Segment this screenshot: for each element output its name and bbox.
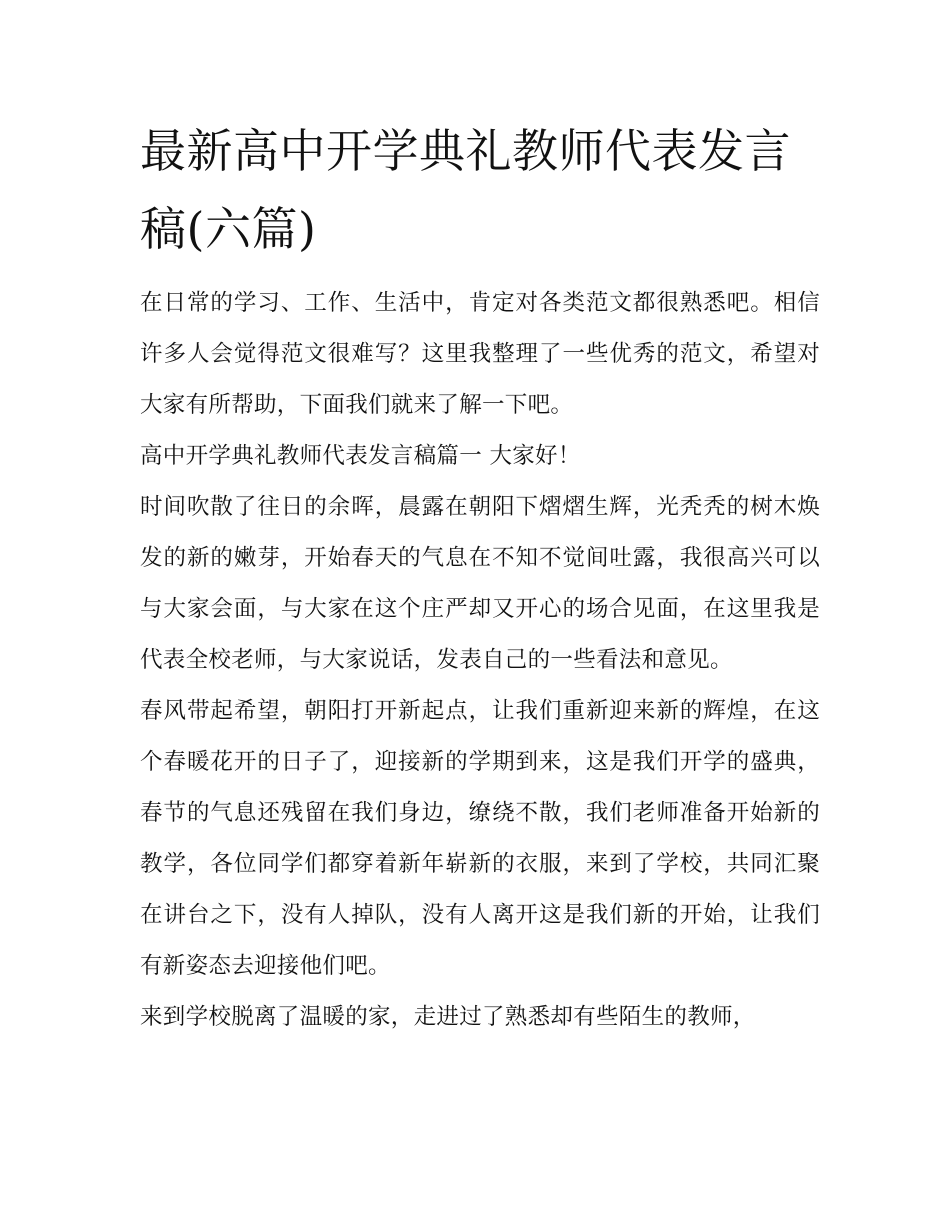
paragraph-body-3: 来到学校脱离了温暖的家，走进过了熟悉却有些陌生的教师， [140,1004,756,1030]
paragraph-body-2: 春风带起希望，朝阳打开新起点，让我们重新迎来新的辉煌，在这个春暖花开的日子了，迎接新的学期到来，这是我们开学的盛典，春节的气息还残留在我们身边，缭绕不散，我们老师准备开始新的教学，各位同学们都穿着新年崭新的衣服，来到了学校，共同汇聚在讲台之下，没有人掉队，没有人离开这是我们新的开始，让我们有新姿态去迎接他们吧。 [140,698,820,979]
document-title: 最新高中开学典礼教师代表发言稿(六篇) [140,124,791,256]
document-body [140,278,820,1043]
paragraph-body-1: 时间吹散了往日的余晖，晨露在朝阳下熠熠生辉，光秃秃的树木焕发的新的嫩芽，开始春天的气息在不知不觉间吐露，我很高兴可以与大家会面，与大家在这个庄严却又开心的场合见面，在这里我是代表全校老师，与大家说话，发表自己的一些看法和意见。 [140,494,820,673]
paragraph-intro: 在日常的学习、工作、生活中，肯定对各类范文都很熟悉吧。相信许多人会觉得范文很难写？这里我整理了一些优秀的范文，希望对大家有所帮助，下面我们就来了解一下吧。 [140,290,820,418]
paragraph-section-heading: 高中开学典礼教师代表发言稿篇一 大家好！ [140,443,581,469]
